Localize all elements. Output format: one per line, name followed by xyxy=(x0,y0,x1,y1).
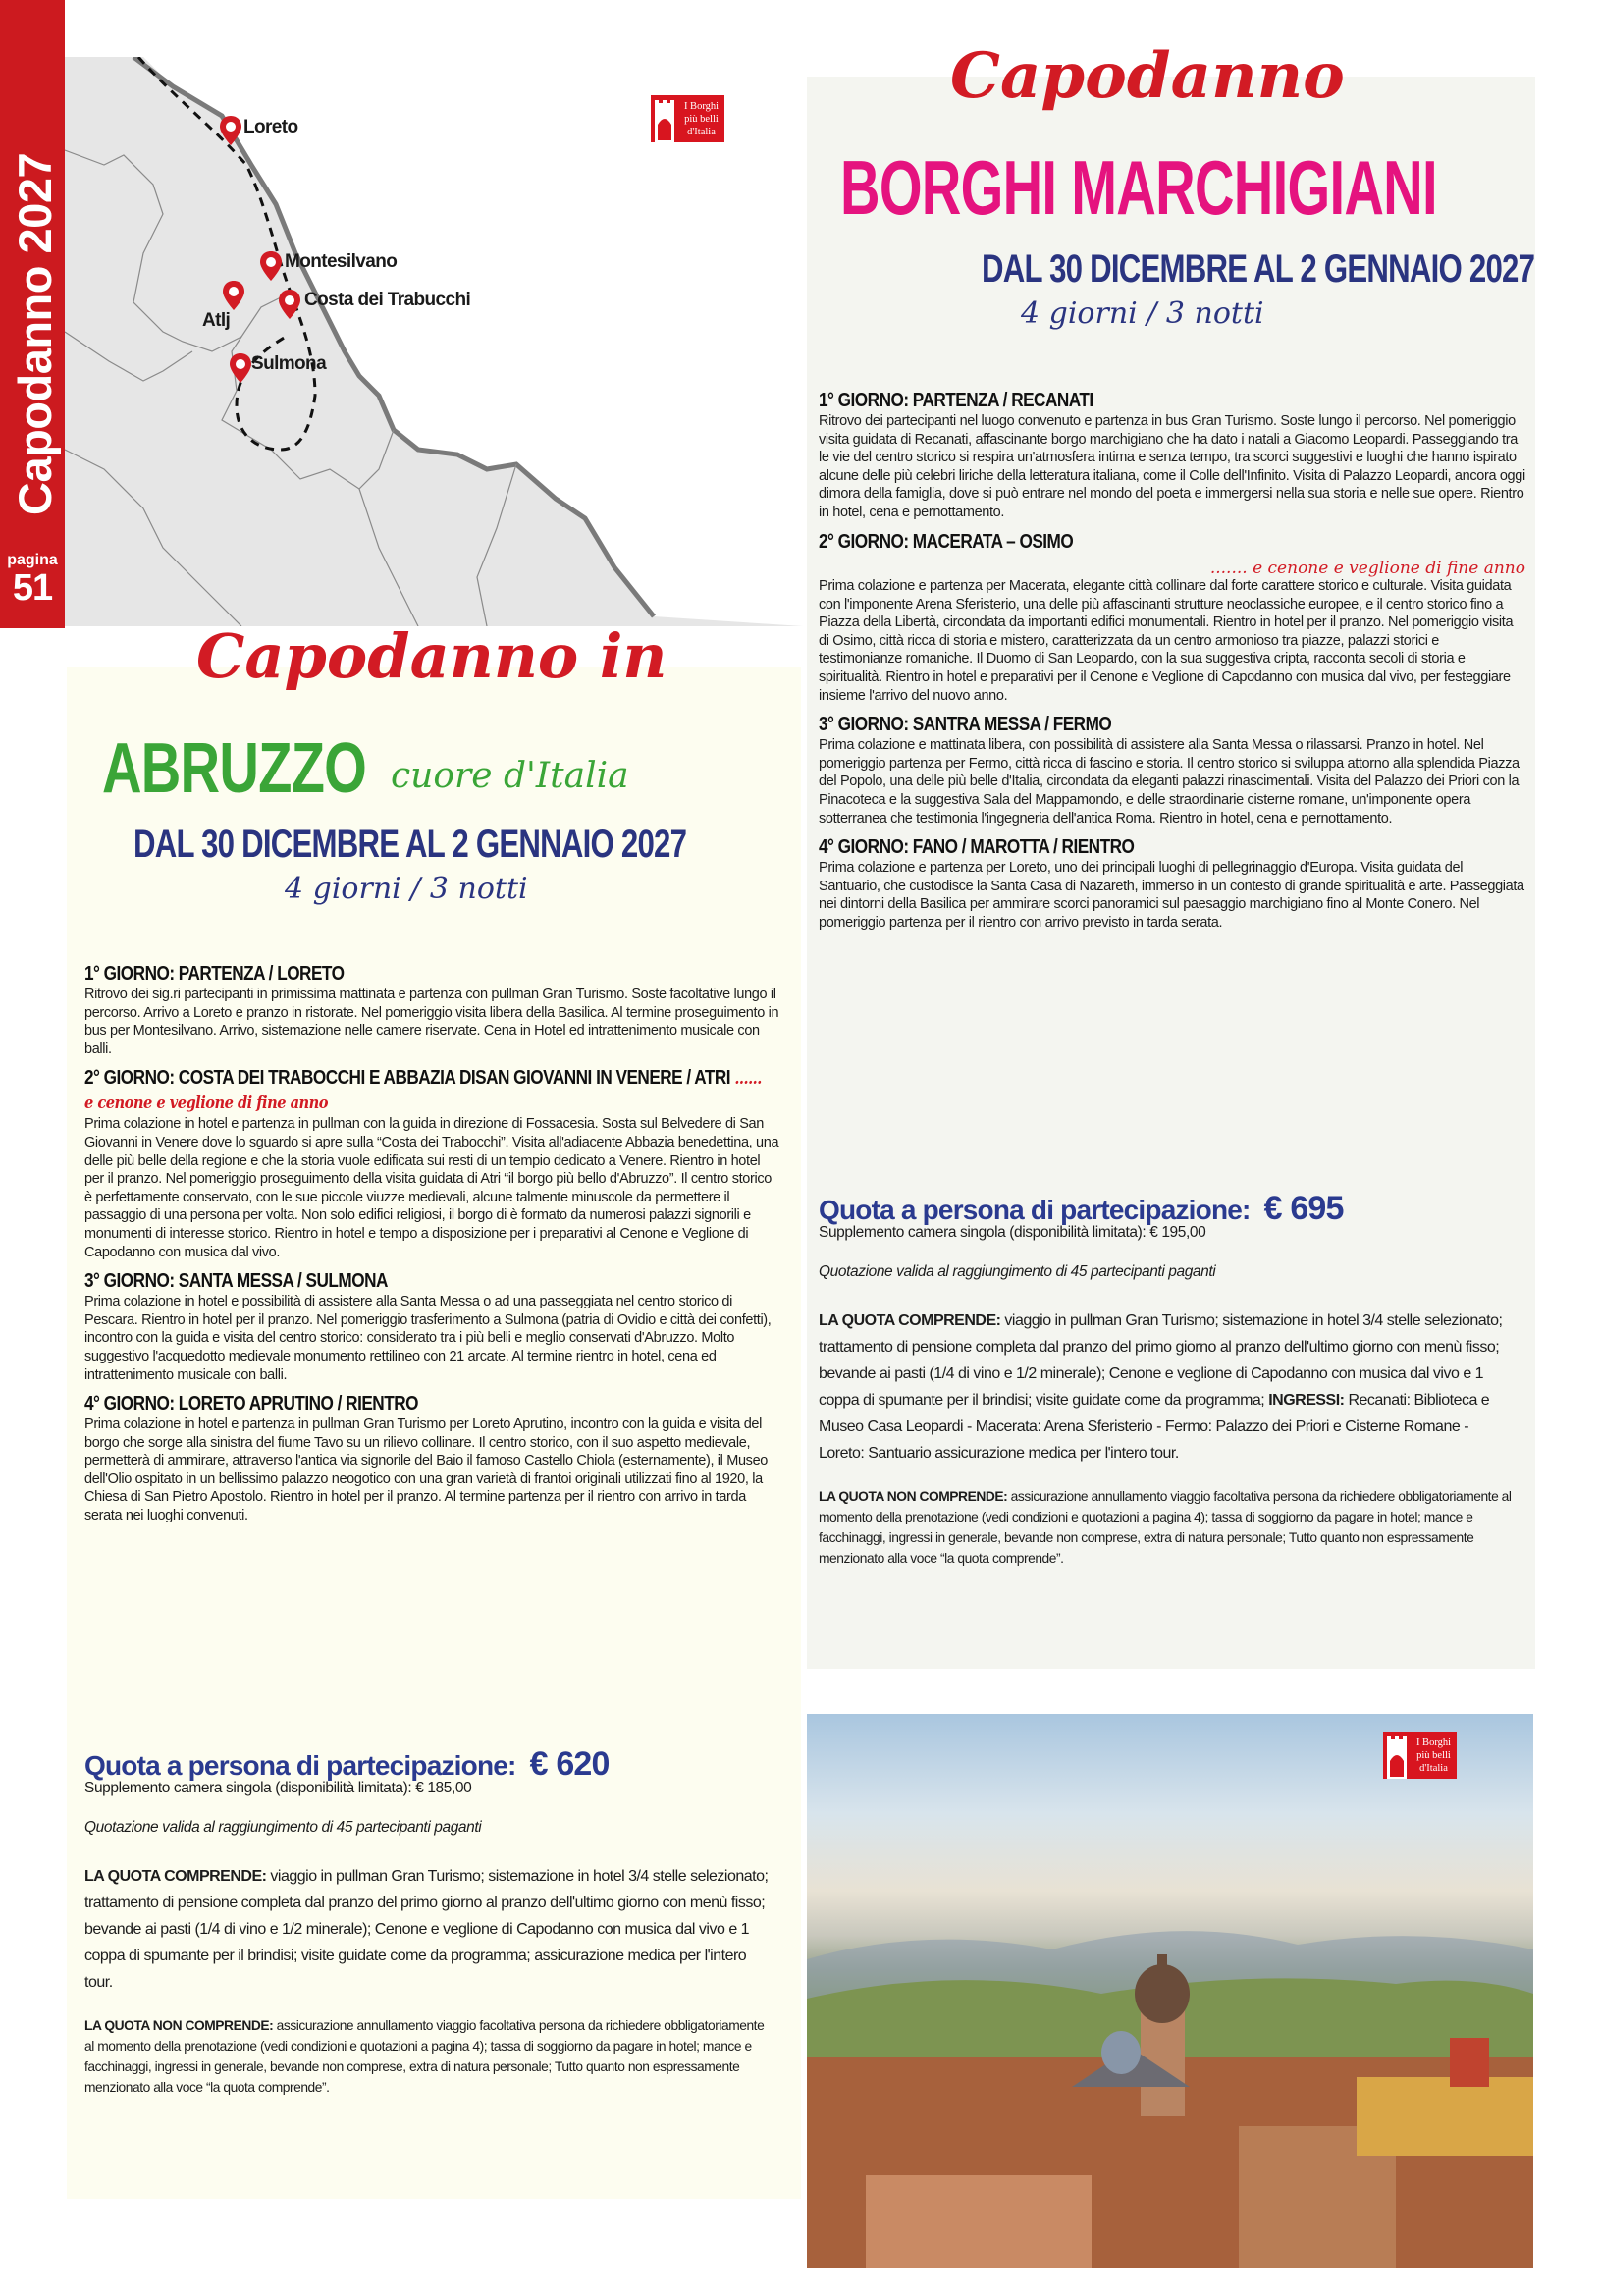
tower-icon xyxy=(651,95,678,142)
day-1 xyxy=(819,389,1525,522)
day-text: Prima colazione e partenza per Loreto, uno dei principali luoghi di pellegrinaggio d'Europa. Visita guidata del Santuario, che custodisce la Santa Casa di Nazareth, immerso in un contesto di grande spiritualità e arte. Passeggiata nei dintorni della Basilica per ammirare scorci panoramici sul paesaggio marchigiano fino al Monte Conero. Nel pomeriggio partenza per il rientro con arrivo previsto in tarda serata. xyxy=(819,860,1524,931)
validity-note: Quotazione valida al raggiungimento di 45 partecipanti paganti xyxy=(819,1263,1216,1280)
festive-note: ...... e cenone e veglione di fine anno xyxy=(84,1069,762,1114)
marche-duration: 4 giorni / 3 notti xyxy=(1021,296,1264,331)
page-number: 51 xyxy=(12,567,53,609)
abruzzo-duration: 4 giorni / 3 notti xyxy=(285,872,528,906)
festive-note: ....... e cenone e veglione di fine anno xyxy=(1209,558,1525,578)
day-3 xyxy=(84,1269,781,1384)
abruzzo-script-title: Capodanno in xyxy=(196,620,667,692)
excludes: LA QUOTA NON COMPRENDE: assicurazione annullamento viaggio facoltativa persona da richiedere obbligatoriamente al momento della prenotazione (vedi condizioni e quotazioni a pagina 4); tassa di soggiorno da pagare in hotel; mance e facchinaggi, ingressi in generale, bevande non comprese, extra di natura personale; Tutto quanto non espressamente menzionato alla voce “la quota comprende”. xyxy=(819,1488,1512,1566)
marche-script-title: Capodanno xyxy=(950,39,1345,113)
day-text: Prima colazione in hotel e possibilità di assistere alla Santa Messa o ad una passeggiata nel centro storico di Pescara. Rientro in hotel per il pranzo. Nel pomeriggio trasferimento a Sulmona (patria di Ovidio e città dei confetti), incontro con la guida e visita del centro storico: considerato tra i più belli e meglio conservati d'Abruzzo. Molto suggestivo l'acquedotto medievale monumento rettilineo con 21 arcate. Al termine rientro in hotel, cena ed intrattenimento musicale con balli. xyxy=(84,1294,772,1383)
marche-region-title: BORGHI MARCHIGIANI xyxy=(840,144,1437,231)
day-title: 1° GIORNO: PARTENZA / RECANATI xyxy=(819,390,1093,411)
day-title: 2° GIORNO: COSTA DEI TRABOCCHI E ABBAZIA DISAN GIOVANNI IN VENERE / ATRI ...... e cenone e veglione di fine anno xyxy=(84,1067,762,1114)
day-title: 4° GIORNO: FANO / MAROTTA / RIENTRO xyxy=(819,836,1135,859)
day-3 xyxy=(819,713,1525,828)
logo-text: I Borghi più belli d'Italia xyxy=(1415,1736,1452,1774)
page-label: pagina xyxy=(7,552,58,568)
day-text: Ritrovo dei partecipanti nel luogo convenuto e partenza in bus Gran Turismo. Soste lungo il percorso. Nel pomeriggio visita guidata di Recanati, affascinante borgo marchigiano che ha dato i natali a Giacomo Leopardi. Passeggiando tra le vie del centro storico si respira un'atmosfera intima e senza tempo, tra scorci suggestivi e luoghi che hanno ispirato alcune delle più celebri liriche della letteratura italiana, come il Colle dell'Infinito. Visita di Palazzo Leopardi, ancora oggi dimora della famiglia, dove si può entrare nel mondo del poeta e immergersi nella sua storia e nelle sue opere. Rientro in hotel, cena e pernottamento. xyxy=(819,413,1525,520)
excludes: LA QUOTA NON COMPRENDE: assicurazione annullamento viaggio facoltativa persona da richiedere obbligatoriamente al momento della prenotazione (vedi condizioni e quotazioni a pagina 4); tassa di soggiorno da pagare in hotel; mance e facchinaggi, ingressi in generale, bevande non comprese, extra di natura personale; Tutto quanto non espressamente menzionato alla voce “la quota comprende”. xyxy=(84,2017,765,2095)
price-line: Quota a persona di partecipazione: € 695 xyxy=(819,1190,1344,1227)
logo-text: I Borghi più belli d'Italia xyxy=(683,100,720,137)
side-band xyxy=(0,0,65,628)
day-4 xyxy=(819,835,1525,932)
land-area xyxy=(65,57,803,626)
day-text: Prima colazione in hotel e partenza in pullman con la guida in direzione di Fossacesia. Sosta sul Belvedere di San Giovanni in Venere dove lo sguardo si apre sulla “Costa dei Trabocchi”. Visita all'adiacente Abbazia benedettina, una delle più belle della regione e che la storia vuole edificata sui resti di un tempio dedicato a Venere. Rientro in hotel per il pranzo. Nel pomeriggio proseguimento della visita guidata di Atri “il borgo più bello d'Abruzzo”. Il centro storico è perfettamente conservato, con le sue piccole viuzze medievali, alcune talmente minuscole da permettere il passaggio di una persona per volta. Non solo edifici religiosi, il borgo di è formato da numerosi palazzi signorili e monumenti di interesse storico. Rientro in hotel e tempo a disposizione per i preparativi al Cenone e Veglione di Capodanno con musica dal vivo. xyxy=(84,1116,779,1260)
day-text: Prima colazione e partenza per Macerata, elegante città collinare dal forte carattere storico e culturale. Visita guidata con l'imponente Arena Sferisterio, una delle più affascinanti strutture neoclassiche europee, e il centro storico fino a Piazza della Libertà, circondata da importanti edifici monumentali. Rientro in hotel per il pranzo. Nel pomeriggio visita di Osimo, città ricca di storia e mistero, caratterizzata da un centro armonioso tra piazze, palazzi storici e testimonianze romaniche. Il Duomo di San Leopardo, con la sua suggestiva cripta, racconta secoli di storia e spiritualità. Rientro in hotel e preparativi per il Cenone e Veglione di Capodanno con musica dal vivo, per festeggiare insieme l'arrivo del nuovo anno. xyxy=(819,578,1514,704)
day-title: 3° GIORNO: SANTRA MESSA / FERMO xyxy=(819,714,1112,736)
map-label-atlj: Atlj xyxy=(202,310,231,331)
includes: LA QUOTA COMPRENDE: viaggio in pullman Gran Turismo; sistemazione in hotel 3/4 stelle selezionato; trattamento di pensione completa dal pranzo del primo giorno al pranzo dell'ultimo giorno con menù fisso; bevande ai pasti (1/4 di vino e 1/2 minerale); Cenone e veglione di Capodanno con musica dal vivo e 1 coppa di spumante per il brindisi; visite guidate come da programma; INGRESSI: Recanati: Biblioteca e Museo Casa Leopardi - Macerata: Arena Sferisterio - Fermo: Palazzo dei Priori e Cisterne Romane - Loreto: Santuario assicurazione medica per l'intero tour. xyxy=(819,1311,1503,1462)
abruzzo-pricing xyxy=(84,1745,772,2098)
map-pin-icon xyxy=(220,116,241,145)
single-supplement: Supplemento camera singola (disponibilità limitata): € 185,00 xyxy=(84,1779,472,1796)
map-pin-icon xyxy=(230,353,251,383)
map-pin-icon xyxy=(260,251,282,281)
single-supplement: Supplemento camera singola (disponibilità limitata): € 195,00 xyxy=(819,1223,1206,1241)
day-text: Prima colazione in hotel e partenza in pullman Gran Turismo per Loreto Aprutino, incontro con la guida e visita del borgo che sorge alla sinistra del fiume Tavo su un rilievo collinare. Il centro storico, con il suo aspetto medievale, permetterà di ammirare, attraverso l'antica via signorile del Baio il famoso Castello Chiola (esternamente), il Museo dell'Olio ospitato in un bellissimo palazzo neogotico con una gran varietà di frantoi originali utilizzati fino al 1920, la Chiesa di San Pietro Apostolo. Rientro in hotel per il pranzo. Al termine partenza per il rientro con arrivo in tarda serata nei luoghi convenuti. xyxy=(84,1416,768,1524)
day-title: 2° GIORNO: MACERATA – OSIMO xyxy=(819,530,1074,553)
town-photo xyxy=(807,1714,1533,2268)
abruzzo-region-title: ABRUZZO xyxy=(102,729,367,808)
day-4 xyxy=(84,1392,781,1525)
map-graphic xyxy=(65,57,803,626)
side-title: Capodanno 2027 xyxy=(9,152,61,515)
map-pin-icon xyxy=(223,281,244,310)
includes: LA QUOTA COMPRENDE: viaggio in pullman Gran Turismo; sistemazione in hotel 3/4 stelle selezionato; trattamento di pensione completa dal pranzo del primo giorno al pranzo dell'ultimo giorno con menù fisso; bevande ai pasti (1/4 di vino e 1/2 minerale); Cenone e veglione di Capodanno con musica dal vivo e 1 coppa di spumante per il brindisi; visite guidate come da programma; assicurazione medica per l'intero tour. xyxy=(84,1867,769,1991)
day-title: 3° GIORNO: SANTA MESSA / SULMONA xyxy=(84,1270,388,1293)
borghi-logo xyxy=(1383,1732,1457,1779)
price-amount: € 695 xyxy=(1263,1190,1344,1227)
day-title: 4° GIORNO: LORETO APRUTINO / RIENTRO xyxy=(84,1393,418,1415)
day-2 xyxy=(84,1066,781,1261)
price-line: Quota a persona di partecipazione: € 620 xyxy=(84,1745,610,1783)
day-text: Ritrovo dei sig.ri partecipanti in primissima mattinata e partenza con pullman Gran Turismo. Soste facoltative lungo il percorso. Arrivo a Loreto e pranzo in ristorate. Nel pomeriggio visita libera della Basilica. Al termine proseguimento in bus per Montesilvano. Arrivo, sistemazione nelle camere riservate. Cena in Hotel ed intrattenimento musicale con balli. xyxy=(84,987,779,1057)
map-label-sulmona: Sulmona xyxy=(251,353,327,374)
day-title: 1° GIORNO: PARTENZA / LORETO xyxy=(84,963,345,985)
tower-icon xyxy=(1383,1732,1411,1779)
marche-content xyxy=(819,381,1525,933)
town-skyline xyxy=(807,1714,1533,2268)
map-label-loreto: Loreto xyxy=(243,117,298,137)
marche-pricing xyxy=(819,1190,1518,1569)
map-label-costa-dei-trabucchi: Costa dei Trabucchi xyxy=(304,290,471,310)
validity-note: Quotazione valida al raggiungimento di 45 partecipanti paganti xyxy=(84,1819,482,1836)
map-pin-icon xyxy=(279,290,300,319)
abruzzo-dates: DAL 30 DICEMBRE AL 2 GENNAIO 2027 xyxy=(133,823,687,866)
marche-dates: DAL 30 DICEMBRE AL 2 GENNAIO 2027 xyxy=(982,247,1535,291)
day-text: Prima colazione e mattinata libera, con possibilità di assistere alla Santa Messa o rilassarsi. Pranzo in hotel. Nel pomeriggio partenza per Fermo, città ricca di fascino e storia. Il centro storico si sviluppa attorno alla splendida Piazza del Popolo, una delle più belle d'Italia, circondata da eleganti palazzi rinascimentali. Visita del Palazzo dei Priori con la Pinacoteca e la suggestiva Sala del Mappamondo, e delle straordinarie cisterne romane, un'imponente opera sotterranea che testimonia l'ingegneria dell'antica Roma. Rientro in hotel, cena e pernottamento. xyxy=(819,737,1520,827)
abruzzo-tagline: cuore d'Italia xyxy=(391,756,629,796)
price-amount: € 620 xyxy=(529,1745,610,1783)
day-2 xyxy=(819,530,1525,706)
route-map xyxy=(65,57,803,626)
abruzzo-content xyxy=(84,954,781,1525)
borghi-logo xyxy=(651,95,724,142)
day-1 xyxy=(84,962,781,1058)
map-label-montesilvano: Montesilvano xyxy=(285,251,398,272)
